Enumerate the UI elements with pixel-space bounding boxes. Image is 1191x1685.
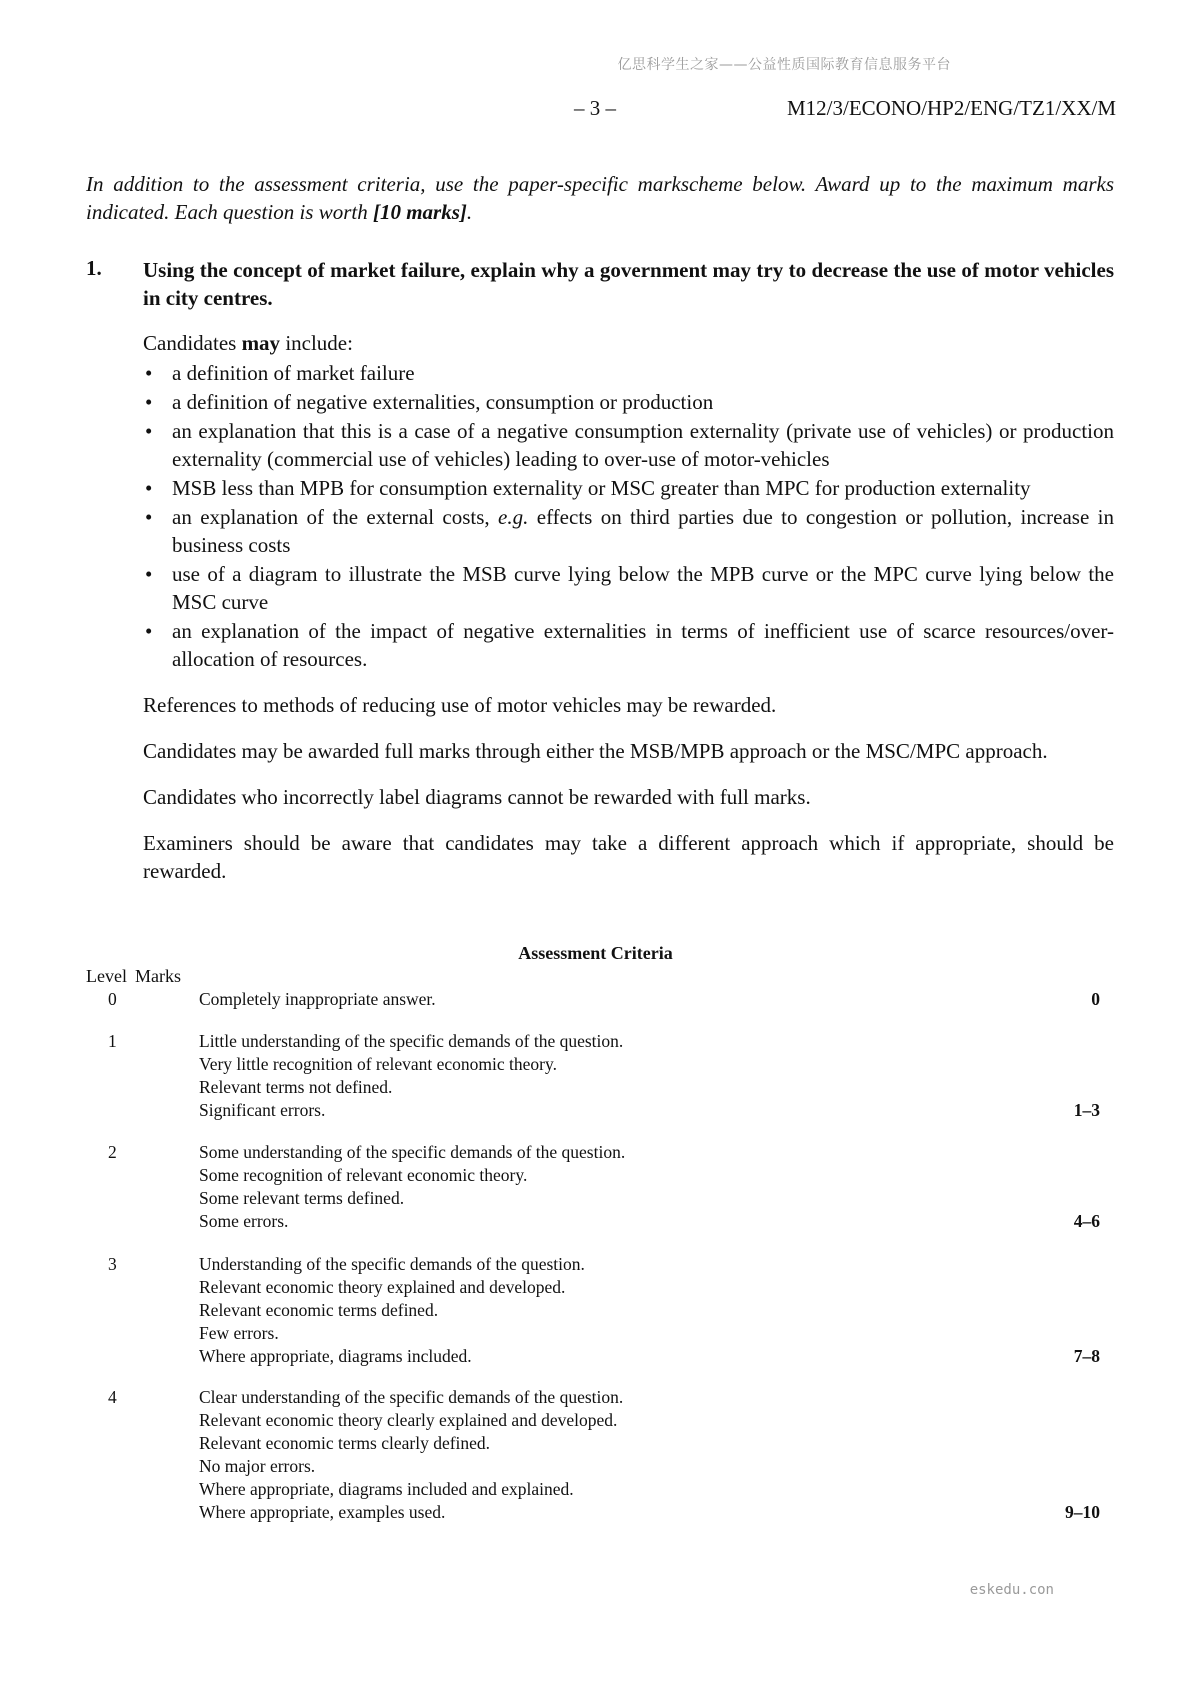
markscheme-content <box>143 329 1114 885</box>
bullet-em: e.g. <box>498 505 529 529</box>
level-line: Significant errors. <box>199 1100 326 1120</box>
level-marks: 9–10 <box>1065 1502 1100 1522</box>
bullet-list <box>143 359 1114 673</box>
level-description <box>199 1386 1114 1524</box>
intro-marks: [10 marks] <box>372 200 467 224</box>
level-number: 0 <box>108 989 117 1009</box>
list-item <box>143 503 1114 559</box>
level-marks: 0 <box>1091 989 1100 1009</box>
level-description <box>199 1030 1114 1122</box>
level-line: Where appropriate, diagrams included and explained. <box>199 1479 574 1499</box>
watermark-top: 亿思科学生之家——公益性质国际教育信息服务平台 <box>617 57 951 73</box>
question-text: Using the concept of market failure, explain why a government may try to decrease the use of motor vehicles in city centres. <box>143 258 1114 310</box>
criteria-level-2 <box>86 1141 1114 1233</box>
level-line: Few errors. <box>199 1323 279 1343</box>
criteria-title: Assessment Criteria <box>518 943 673 963</box>
level-line: Some errors. <box>199 1211 289 1231</box>
level-line: Clear understanding of the specific demands of the question. <box>199 1387 624 1407</box>
level-description <box>199 988 1114 1011</box>
level-line: Relevant terms not defined. <box>199 1077 393 1097</box>
page-number: – 3 – <box>574 96 616 120</box>
level-line: Relevant economic terms clearly defined. <box>199 1433 491 1453</box>
paragraph: References to methods of reducing use of motor vehicles may be rewarded. <box>143 693 777 717</box>
intro-text: In addition to the assessment criteria, use the paper-specific markscheme below. Award up to the maximum marks indicated. Each question is worth <box>86 172 1114 224</box>
candidates-intro <box>143 329 1114 357</box>
list-item: • an explanation of the impact of negative externalities in terms of inefficient use of scarce resources/over-allocation of resources. <box>143 617 1114 673</box>
level-number: 2 <box>108 1142 117 1162</box>
paper-code: M12/3/ECONO/HP2/ENG/TZ1/XX/M <box>786 96 1116 120</box>
list-item: • MSB less than MPB for consumption externality or MSC greater than MPC for production externality <box>143 474 1114 502</box>
paragraph: Candidates who incorrectly label diagrams cannot be rewarded with full marks. <box>143 785 811 809</box>
level-line: Some understanding of the specific demands of the question. <box>199 1142 626 1162</box>
criteria-level-4 <box>86 1386 1114 1524</box>
candidates-intro-pre: Candidates <box>143 331 242 355</box>
level-marks: 1–3 <box>1073 1100 1100 1120</box>
marks-column-header: Marks <box>134 966 181 986</box>
list-item: • an explanation that this is a case of a negative consumption externality (private use of vehicles) or production externality (commercial use of vehicles) leading to over-use of motor-vehicles <box>143 417 1114 473</box>
watermark-bottom: eskedu.con <box>969 1582 1054 1598</box>
list-item: • use of a diagram to illustrate the MSB curve lying below the MPB curve or the MPC curve lying below the MSC curve <box>143 560 1114 616</box>
question-1 <box>86 256 1114 312</box>
level-marks: 7–8 <box>1073 1346 1100 1366</box>
level-line: No major errors. <box>199 1456 316 1476</box>
level-description <box>199 1253 1114 1368</box>
level-line: Some recognition of relevant economic theory. <box>199 1165 528 1185</box>
candidates-intro-bold: may <box>241 331 281 355</box>
level-line: Relevant economic terms defined. <box>199 1300 439 1320</box>
question-number: 1. <box>86 256 102 280</box>
level-marks: 4–6 <box>1073 1211 1100 1231</box>
level-line: Relevant economic theory clearly explained and developed. <box>199 1410 618 1430</box>
level-number: 3 <box>108 1254 117 1274</box>
level-line: Little understanding of the specific demands of the question. <box>199 1031 624 1051</box>
list-item: • a definition of market failure <box>143 359 1114 387</box>
level-line: Completely inappropriate answer. <box>199 989 436 1009</box>
bullet-post: effects on third parties due to congestion or pollution, increase in business costs <box>172 505 1115 557</box>
level-line: Understanding of the specific demands of the question. <box>199 1254 585 1274</box>
candidates-intro-post: include: <box>280 331 353 355</box>
level-line: Where appropriate, diagrams included. <box>199 1346 472 1366</box>
criteria-level-1 <box>86 1030 1114 1122</box>
level-line: Where appropriate, examples used. <box>199 1502 446 1522</box>
intro-end: . <box>466 200 473 224</box>
level-line: Very little recognition of relevant economic theory. <box>199 1054 557 1074</box>
level-number: 4 <box>108 1387 117 1407</box>
bullet-pre: an explanation of the external costs, <box>172 505 499 529</box>
paragraph: Candidates may be awarded full marks through either the MSB/MPB approach or the MSC/MPC approach. <box>143 739 1048 763</box>
level-line: Relevant economic theory explained and developed. <box>199 1277 566 1297</box>
criteria-header <box>86 966 189 987</box>
level-number: 1 <box>108 1031 117 1051</box>
list-item: • a definition of negative externalities, consumption or production <box>143 388 1114 416</box>
level-column-header: Level <box>86 966 127 986</box>
criteria-level-0 <box>86 988 1114 1011</box>
paragraph: Examiners should be aware that candidates may take a different approach which if appropriate, should be rewarded. <box>143 831 1114 883</box>
intro-instructions <box>86 170 1114 226</box>
level-line: Some relevant terms defined. <box>199 1188 405 1208</box>
criteria-level-3 <box>86 1253 1114 1368</box>
level-description <box>199 1141 1114 1233</box>
